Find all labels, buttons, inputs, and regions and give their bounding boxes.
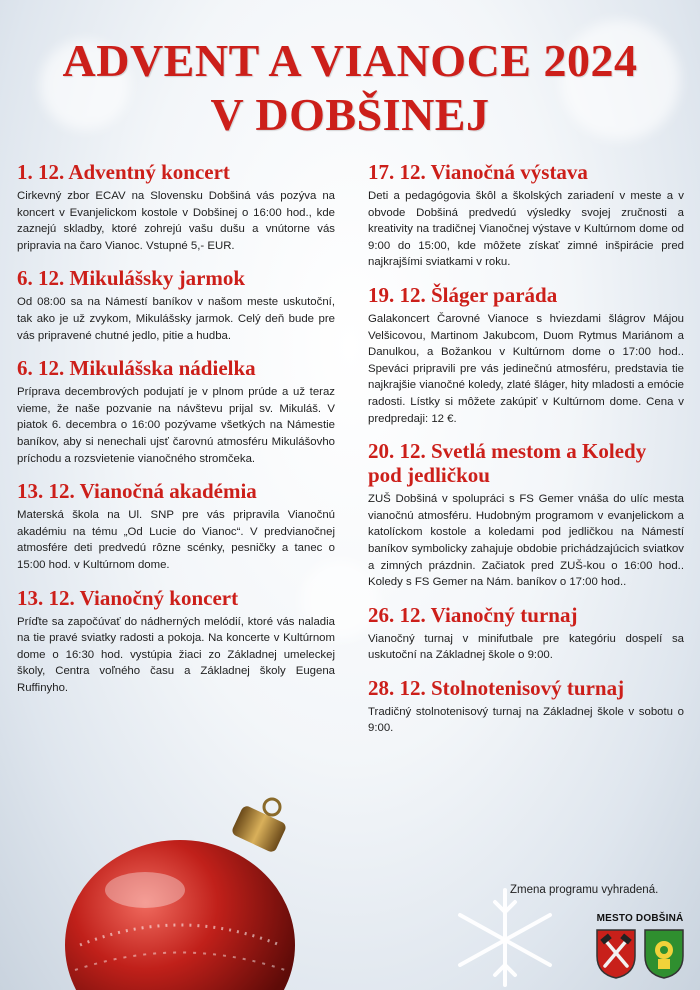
event-description: Cirkevný zbor ECAV na Slovensku Dobšiná vás pozýva na koncert v Evanjelickom kostole v Dobšinej o 16:00 hod., kde zaznejú skladby, ktoré zohrejú vašu dušu a vnútorne vás pripravia na čaro Vianoc. Vstupné 5,- EUR.: [17, 190, 335, 252]
event-description: Vianočný turnaj v minifutbale pre kategóriu dospelí sa uskutoční na Základnej škole o 9:00.: [368, 632, 684, 662]
christmas-ornament-icon: [20, 795, 350, 990]
event-heading: 19. 12. Šláger paráda: [368, 282, 558, 307]
event-description: Príďte sa započúvať do nádherných melódií, ktoré vás naladia na tie pravé sviatky radosti a pokoja. Na koncerte v Kultúrnom dome o 16:30 hod. vystúpia žiaci zo Základnej umeleckej školy, Centra voľného času a Základnej školy Eugena Ruffinyho.: [17, 615, 335, 694]
event-heading: 20. 12. Svetlá mestom a Koledy pod jedličkou: [368, 439, 647, 488]
event-item: [368, 676, 684, 737]
event-description: ZUŠ Dobšiná v spolupráci s FS Gemer vnáša do ulíc mesta vianočnú atmosféru. Hudobným programom v evanjelickom a katolíckom kostole a koledami pod jedličkou na Námestí baníkov symbolicky zahajuje obdobie prichádzajúcich sviatkov a zimných prázdnin. Začiatok pred ZUŠ-kou o 16:00 hod.. Koledy s FS Gemer na Nám. baníkov o 17:00 hod..: [368, 493, 684, 589]
event-heading: 13. 12. Vianočná akadémia: [17, 479, 257, 504]
town-crest-icon: [643, 928, 685, 980]
event-item: [17, 160, 335, 254]
event-item: [368, 160, 684, 271]
event-item: [17, 356, 335, 467]
event-heading: 17. 12. Vianočná výstava: [368, 160, 588, 184]
event-heading: 1. 12. Adventný koncert: [17, 160, 230, 184]
event-description: Tradičný stolnotenisový turnaj na Základnej škole v sobotu o 9:00.: [368, 705, 684, 735]
event-heading: 6. 12. Mikulášsky jarmok: [17, 266, 246, 291]
event-item: [368, 603, 684, 664]
event-heading: 6. 12. Mikulášska nádielka: [17, 356, 256, 381]
snowflake-icon: [420, 880, 590, 990]
event-item: [17, 479, 335, 573]
event-heading: 13. 12. Vianočný koncert: [17, 585, 239, 610]
event-item: [17, 586, 335, 697]
events-column-left: [17, 160, 335, 708]
page-title: [0, 34, 700, 142]
event-item: [368, 439, 684, 591]
event-description: Príprava decembrových podujatí je v plnom prúde a už teraz vieme, že naše pozvanie na návštevu prijal sv. Mikuláš. V piatok 6. decembra o 16:00 pozývame všetkých na Námestie baníkov, aby si nenechali ujsť čarovnú atmosféru Mikulášovho príchodu a rozsvietenie vianočného stromčeka.: [17, 386, 335, 465]
town-name: MESTO DOBŠINÁ: [596, 913, 684, 924]
event-heading: 28. 12. Stolnotenisový turnaj: [368, 675, 625, 700]
event-description: Materská škola na Ul. SNP pre vás pripravila Vianočnú akadémiu na tému „Od Lucie do Vianoc“. V predvianočnej atmosfére deti predvedú rôzne scénky, pesničky a tanec o 15:00 hod. v Kultúrnom dome.: [17, 509, 335, 571]
event-description: Galakoncert Čarovné Vianoce s hviezdami šlágrov Májou Velšicovou, Martinom Jakubcom, Duom Rytmus Mariánom a Danulkou, a Božankou v Kultúrnom dome o 17:00 hod.. Speváci pripravili pre vás jedinečnú atmosféru, predstavia tie najkrajšie vianočné koledy, zlaté šláger, hity mladosti a emócie radosti. Lístky si môžete zakúpiť v Kultúrnom dome. Cena v predpredaji: 12 €.: [368, 312, 684, 425]
event-description: Deti a pedagógovia škôl a školských zariadení v meste a v obvode Dobšiná predvedú výsledky svojej zručnosti a kreativity na tradičnej Vianočnej výstave v Kultúrnom dome od 9:00 do 15:00, kde môžete získať zimné inšpirácie pred najkrajšími sviatkami v roku.: [368, 190, 684, 269]
event-item: [368, 283, 684, 427]
mining-crest-icon: [595, 928, 637, 980]
title-line-1: ADVENT A VIANOCE 2024: [62, 35, 638, 86]
title-line-2: V DOBŠINEJ: [210, 89, 490, 140]
event-item: [17, 266, 335, 344]
events-column-right: [368, 160, 684, 749]
event-heading: 26. 12. Vianočný turnaj: [368, 602, 578, 627]
event-description: Od 08:00 sa na Námestí baníkov v našom meste uskutoční, tak ako je už zvykom, Mikulášsky jarmok. Celý deň bude pre vás pripravené chutné jedlo, pitie a hudba.: [17, 296, 335, 342]
program-change-note: Zmena programu vyhradená.: [510, 884, 659, 896]
town-brand: [590, 913, 690, 980]
